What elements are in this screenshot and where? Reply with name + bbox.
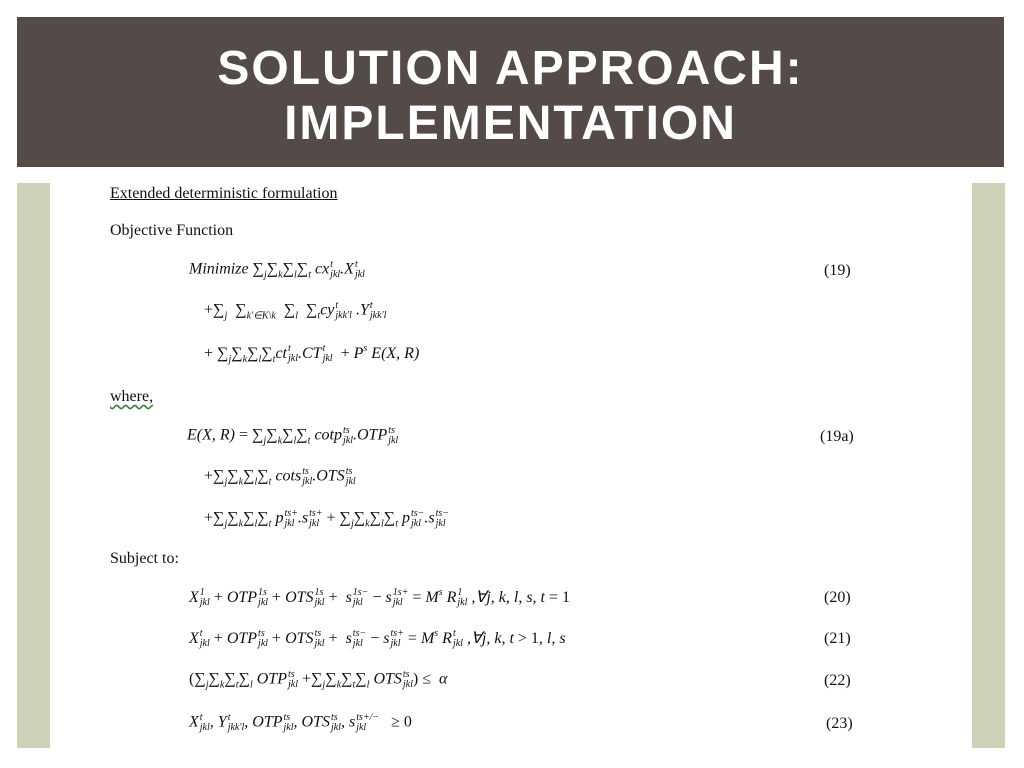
equation-number-21: (21) <box>824 630 851 647</box>
slide-title-line-1: SOLUTION APPROACH: <box>217 42 804 95</box>
equation-19-line-2: $+\sum_j$ $\sum_{k'\in K\backslash k}$ $\sum_l$ $\sum_tcy$ t jkk'l .Y t jkk'l <box>204 300 387 322</box>
equation-19a-line-1: E(X, $R) = \sum_j\sum_k\sum_l\sum_t$ cotp ts jkl .OTP ts jkl <box>187 425 399 447</box>
heading-extended-formulation: Extended deterministic formulation <box>110 185 338 202</box>
equation-21: X t jkl + OTP ts jkl + OTS ts jkl + s ts− jkl − s ts+ jkl = $M^s$ R t jkl ,∀j, k, t > 1, l, s <box>189 628 566 650</box>
slide-title-line-2: IMPLEMENTATION <box>284 97 737 150</box>
formulation-document <box>52 183 972 748</box>
equation-19-line-3: + $\sum_j\sum_k\sum_l\sum_tct$ t jkl .CT t jkl + $P^s$ E(X, R) <box>204 343 420 365</box>
equation-number-22: (22) <box>824 672 851 689</box>
heading-where: where, <box>110 388 154 405</box>
right-side-bar <box>972 183 1005 748</box>
equation-number-23: (23) <box>826 715 853 732</box>
equation-number-20: (20) <box>824 589 851 606</box>
heading-subject-to: Subject to: <box>110 550 179 567</box>
equation-19a-line-2: $+\sum_j\sum_k\sum_l\sum_t$ cots ts jkl .OTS ts jkl <box>204 466 356 488</box>
equation-23: X t jkl , Y t jkk'l , OTP ts jkl , OTS ts jkl , s ts+/− jkl ≥ 0 <box>189 712 412 733</box>
title-band <box>17 17 1004 167</box>
equation-number-19: (19) <box>824 262 851 279</box>
equation-number-19a: (19a) <box>820 428 854 445</box>
equation-22: ($\sum_j\sum_k\sum_t\sum_l$ OTP ts jkl $+\sum_j\sum_k\sum_t\sum_l$ OTS ts jkl ) ≤ α <box>189 669 448 691</box>
slide-title <box>17 41 1004 151</box>
equation-20: X 1 jkl + OTP 1s jkl + OTS 1s jkl + s 1s− jkl − s 1s+ jkl = $M^s$ R 1 jkl ,∀j, k, l, s, t = 1 <box>189 587 571 609</box>
heading-objective-function: Objective Function <box>110 222 234 239</box>
equation-19a-line-3: $+\sum_j\sum_k\sum_l\sum_t$ p ts+ jkl .s ts+ jkl + $\sum_j\sum_k\sum_l\sum_t$ p ts− jkl .s ts− jkl <box>204 508 450 530</box>
equation-19-line-1: Minimize $\sum_j\sum_k\sum_l\sum_t$ cx t jkl .X t jkl <box>189 259 365 281</box>
left-side-bar <box>17 183 50 748</box>
